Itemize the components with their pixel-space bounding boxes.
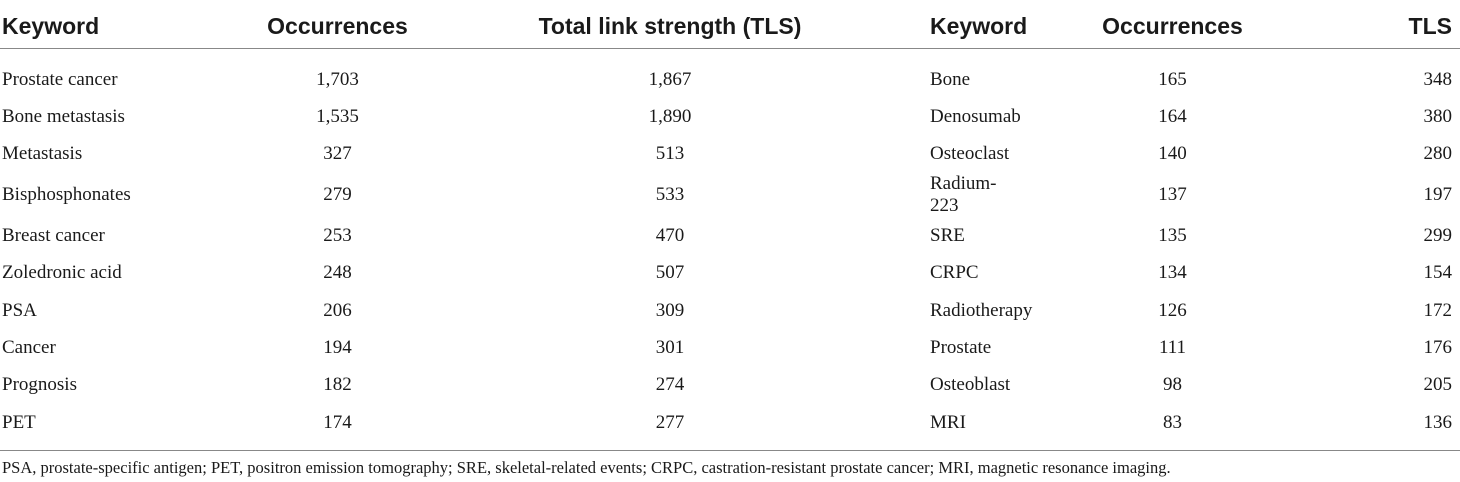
cell-keyword-right: CRPC (930, 262, 979, 284)
cell-keyword-left: Breast cancer (2, 224, 105, 246)
header-occurrences-right: Occurrences (1000, 0, 1345, 49)
cell-tls-left: 533 (655, 184, 685, 206)
cell-occurrences-left: 194 (323, 337, 352, 359)
cell-keyword-right: Osteoclast (930, 143, 1010, 165)
cell-tls-left: 301 (655, 337, 685, 359)
cell-tls-right: 205 (1423, 374, 1452, 396)
cell-keyword-left: Prognosis (2, 374, 77, 396)
cell-occurrences-right: 164 (1158, 106, 1187, 128)
cell-keyword-right: Bone (930, 68, 971, 90)
cell-tls-left: 309 (655, 299, 685, 321)
table-body (0, 49, 1460, 451)
cell-keyword-left: Cancer (2, 337, 56, 359)
header-tls-right: TLS (1345, 0, 1460, 49)
table-row (0, 49, 1460, 99)
cell-tls-left: 507 (655, 262, 685, 284)
cell-occurrences-right: 98 (1163, 374, 1182, 396)
cell-keyword-left: Bisphosphonates (2, 184, 131, 206)
header-keyword-right: Keyword (860, 0, 1000, 49)
cell-keyword-right: Radium-223 (930, 173, 997, 217)
cell-occurrences-right: 126 (1158, 299, 1187, 321)
cell-keyword-left: Bone metastasis (2, 106, 125, 128)
cell-occurrences-left: 1,535 (316, 106, 359, 128)
cell-keyword-left: PSA (2, 299, 37, 321)
cell-keyword-right: SRE (930, 224, 965, 246)
header-tls-left: Total link strength (TLS) (480, 0, 860, 49)
table-row (0, 173, 1460, 217)
table-row (0, 217, 1460, 254)
table-row (0, 292, 1460, 329)
cell-occurrences-right: 165 (1158, 68, 1187, 90)
table-row (0, 404, 1460, 450)
cell-occurrences-left: 1,703 (316, 68, 359, 90)
header-row (0, 0, 1460, 49)
cell-occurrences-right: 135 (1158, 224, 1187, 246)
table-row (0, 255, 1460, 292)
header-occurrences-left: Occurrences (195, 0, 480, 49)
header-keyword-left: Keyword (0, 0, 195, 49)
cell-tls-left: 513 (655, 143, 685, 165)
table-row (0, 98, 1460, 135)
cell-tls-left: 470 (655, 224, 685, 246)
cell-tls-right: 197 (1423, 184, 1452, 206)
table-row (0, 136, 1460, 173)
table-footnote: PSA, prostate-specific antigen; PET, positron emission tomography; SRE, skeletal-related events; CRPC, castration-resistant prostate cancer; MRI, magnetic resonance imaging. (2, 458, 1171, 477)
cell-tls-right: 136 (1345, 404, 1460, 450)
cell-occurrences-left: 327 (323, 143, 352, 165)
cell-tls-left: 1,867 (648, 68, 692, 90)
cell-keyword-left: Prostate cancer (2, 68, 118, 90)
cell-keyword-right: Radiotherapy (930, 299, 1033, 321)
cell-occurrences-left: 182 (323, 374, 352, 396)
cell-keyword-right: MRI (860, 404, 1000, 450)
cell-tls-right: 154 (1423, 262, 1452, 284)
cell-occurrences-left: 253 (323, 224, 352, 246)
cell-keyword-right: Prostate (930, 337, 992, 359)
cell-occurrences-right: 140 (1158, 143, 1187, 165)
cell-occurrences-left: 174 (195, 404, 480, 450)
cell-tls-left: 1,890 (648, 106, 692, 128)
cell-tls-left: 274 (655, 374, 685, 396)
cell-keyword-left: Zoledronic acid (2, 262, 122, 284)
cell-occurrences-right: 111 (1158, 337, 1187, 359)
cell-occurrences-right: 134 (1158, 262, 1187, 284)
cell-occurrences-left: 248 (323, 262, 352, 284)
cell-tls-right: 172 (1423, 299, 1452, 321)
cell-tls-left: 277 (480, 404, 860, 450)
cell-keyword-left: PET (0, 404, 195, 450)
cell-occurrences-left: 206 (323, 299, 352, 321)
cell-occurrences-right: 83 (1000, 404, 1345, 450)
cell-tls-right: 380 (1423, 106, 1452, 128)
cell-keyword-right: Osteoblast (930, 374, 1011, 396)
cell-tls-right: 299 (1423, 224, 1452, 246)
table-row (0, 329, 1460, 366)
cell-tls-right: 348 (1423, 68, 1452, 90)
cell-occurrences-left: 279 (323, 184, 352, 206)
cell-tls-right: 176 (1423, 337, 1452, 359)
cell-keyword-left: Metastasis (2, 143, 83, 165)
cell-keyword-right: Denosumab (930, 106, 1021, 128)
table-row (0, 367, 1460, 404)
cell-occurrences-right: 137 (1158, 184, 1187, 206)
cell-tls-right: 280 (1423, 143, 1452, 165)
